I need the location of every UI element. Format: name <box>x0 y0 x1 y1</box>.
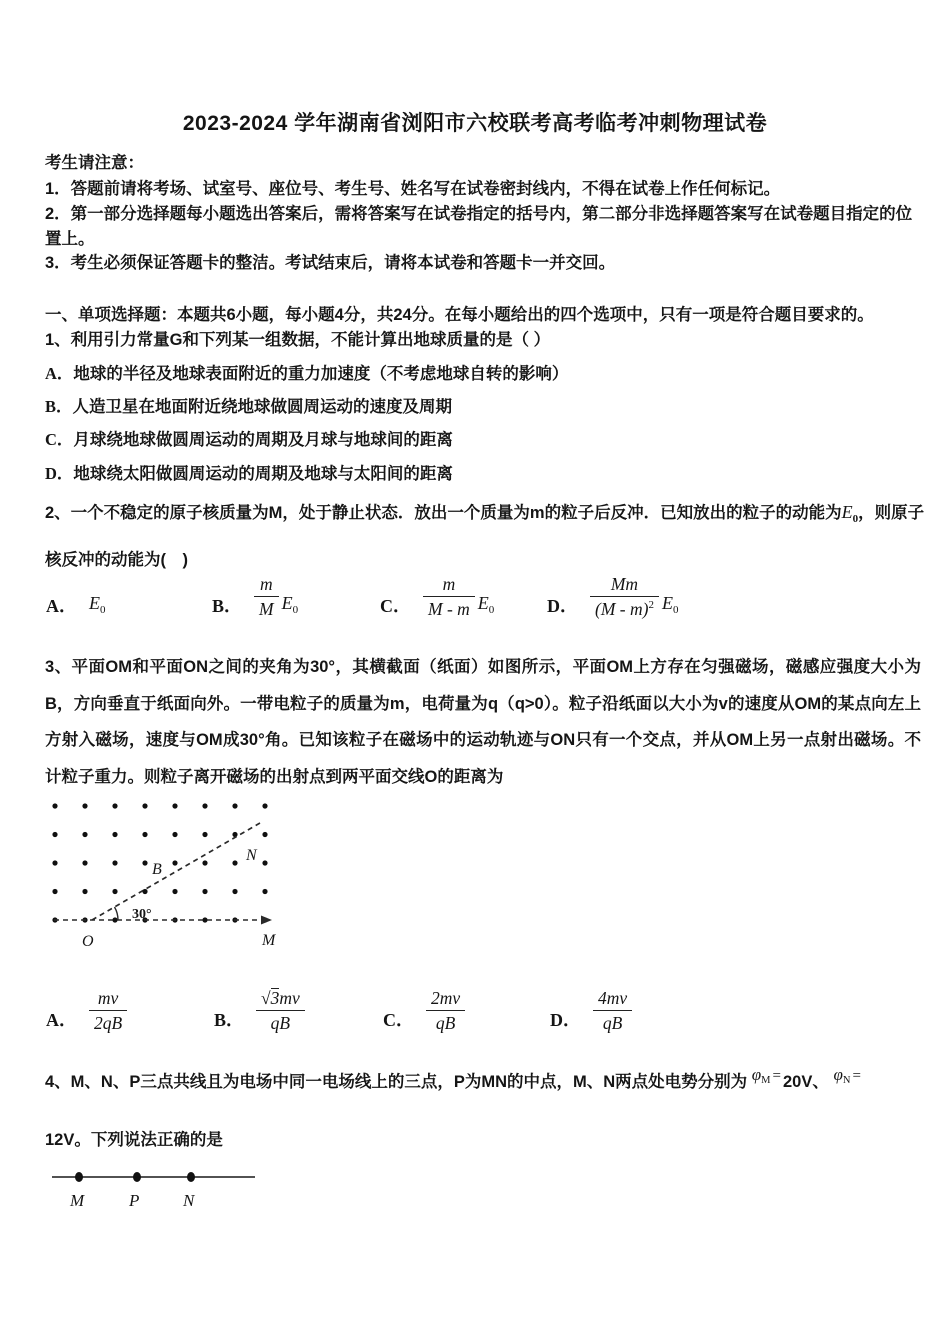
field-dot <box>52 803 57 808</box>
option-text: 月球绕地球做圆周运动的周期及月球与地球间的距离 <box>73 431 453 449</box>
q1-option-a <box>45 361 930 387</box>
label-M: M <box>70 1191 85 1210</box>
equals-sign: = <box>772 1068 781 1084</box>
option-label: C． <box>383 1010 414 1030</box>
label-P: P <box>129 1191 140 1210</box>
field-dot <box>82 889 87 894</box>
section-1-heading: 一、单项选择题：本题共6小题，每小题4分，共24分。在每小题给出的四个选项中，只有一项是符合题目要求的。 <box>45 306 874 324</box>
notice-item: 3．考生必须保证答题卡的整洁。考试结束后，请将本试卷和答题卡一并交回。 <box>45 254 616 272</box>
formula <box>89 593 106 616</box>
label-N: N <box>246 847 257 864</box>
field-dot <box>52 860 57 865</box>
field-dot <box>262 803 267 808</box>
field-dot <box>142 860 147 865</box>
fraction <box>426 987 465 1035</box>
field-dot <box>112 832 117 837</box>
equals-sign: = <box>852 1068 861 1084</box>
fraction-denominator: 2qB <box>89 1010 127 1035</box>
field-dot <box>82 803 87 808</box>
field-dot <box>202 803 207 808</box>
option-label: C． <box>380 596 411 616</box>
figure-magnetic-field <box>48 798 298 958</box>
label-N: N <box>183 1191 195 1210</box>
denominator-base: (M - m) <box>595 599 649 619</box>
q2-option-a <box>46 558 106 636</box>
label-B: B <box>152 861 162 878</box>
fraction <box>593 987 632 1035</box>
fraction-denominator: M <box>254 596 279 621</box>
field-dot <box>112 889 117 894</box>
fraction-numerator <box>256 987 305 1010</box>
q1-option-d <box>45 461 930 487</box>
q2-stem-text-b: ，则原子核反冲的动能为( ) <box>45 504 925 569</box>
option-label: B． <box>45 397 73 416</box>
option-label: D． <box>550 1010 581 1030</box>
field-dot <box>82 860 87 865</box>
q4-stem-text: 4、M、N、P三点共线且为电场中同一电场线上的三点，P为MN的中点，M、N两点处电势分别为 <box>45 1073 748 1091</box>
field-dot <box>202 832 207 837</box>
field-dot <box>112 917 117 922</box>
fraction <box>256 987 305 1035</box>
field-dot <box>232 860 237 865</box>
fraction-numerator: Mm <box>610 574 639 595</box>
option-label: D． <box>547 596 578 616</box>
field-dot <box>262 832 267 837</box>
field-dot <box>142 803 147 808</box>
field-dot <box>142 832 147 837</box>
fraction-numerator: m <box>442 574 456 595</box>
field-dot <box>112 860 117 865</box>
phi-subscript: M <box>761 1075 771 1086</box>
field-dot <box>142 889 147 894</box>
field-dot <box>172 803 177 808</box>
q3-option-c <box>383 972 465 1050</box>
potential-N-formula <box>833 1065 862 1084</box>
field-dot <box>202 860 207 865</box>
option-label: A． <box>45 364 74 383</box>
option-text: 地球绕太阳做圆周运动的周期及地球与太阳间的距离 <box>73 465 453 483</box>
fraction-numerator: 4mv <box>598 988 628 1009</box>
kinetic-energy-symbol: E <box>841 502 853 522</box>
formula-suffix <box>662 593 679 616</box>
fraction-denominator: qB <box>593 1010 632 1035</box>
radical-sign: √ <box>261 988 271 1009</box>
option-text: 地球的半径及地球表面附近的重力加速度（不考虑地球自转的影响） <box>73 365 569 383</box>
phi-symbol: φ <box>833 1065 843 1084</box>
formula-symbol: E <box>661 592 673 613</box>
formula-subscript: 0 <box>100 603 106 616</box>
phi-subscript: N <box>842 1075 851 1086</box>
field-dot <box>262 889 267 894</box>
label-M: M <box>262 932 276 949</box>
angle-label: 30° <box>132 907 152 922</box>
notice-item: 1．答题前请将考场、试室号、座位号、考生号、姓名写在试卷密封线内，不得在试卷上作任何标记。 <box>45 180 781 198</box>
q3-option-a <box>46 972 127 1050</box>
fraction <box>254 573 279 621</box>
point-M <box>75 1172 83 1182</box>
potential-M-value: 20V、 <box>782 1073 829 1091</box>
q2-option-c <box>380 558 494 636</box>
field-dot <box>262 860 267 865</box>
figure-field-line-MPN <box>50 1168 270 1214</box>
plane-ON-line <box>92 823 260 920</box>
fraction-numerator: m <box>259 574 273 595</box>
field-dot <box>172 860 177 865</box>
q3-option-d <box>550 972 632 1050</box>
label-O: O <box>82 933 94 950</box>
field-dot <box>232 832 237 837</box>
potential-M-formula <box>752 1065 783 1084</box>
q2-stem-text-a: 2、一个不稳定的原子核质量为M，处于静止状态．放出一个质量为m的粒子后反冲．已知放出的粒子的动能为 <box>45 504 842 522</box>
notice-heading: 考生请注意： <box>45 154 144 172</box>
field-dot <box>232 803 237 808</box>
notice-item: 2．第一部分选择题每小题选出答案后，需将答案写在试卷指定的括号内，第二部分非选择题答案写在试卷题目指定的位置上。 <box>45 205 913 248</box>
field-dot <box>52 889 57 894</box>
kinetic-energy-subscript: 0 <box>852 513 859 525</box>
field-dot <box>202 889 207 894</box>
field-dot <box>82 832 87 837</box>
q1-option-c <box>45 427 930 453</box>
numerator-rest: mv <box>279 988 300 1009</box>
denominator-exponent: 2 <box>648 599 654 611</box>
option-label: B． <box>212 596 243 616</box>
fraction <box>590 573 659 621</box>
fraction-numerator: 2mv <box>431 988 461 1009</box>
option-label: A． <box>46 1010 77 1030</box>
q2-options-row <box>0 558 950 636</box>
phi-symbol: φ <box>751 1065 762 1084</box>
q2-option-b <box>212 558 298 636</box>
formula-suffix <box>478 593 495 616</box>
formula-suffix <box>282 593 299 616</box>
option-label: A． <box>46 596 77 616</box>
q2-option-d <box>547 558 678 636</box>
arrow-M-icon <box>261 916 272 925</box>
fraction <box>89 987 127 1035</box>
formula-subscript: 0 <box>672 603 679 616</box>
q1-stem: 1、利用引力常量G和下列某一组数据，不能计算出地球质量的是（ ） <box>45 331 551 349</box>
field-dot <box>172 889 177 894</box>
fraction-denominator: qB <box>256 1010 305 1035</box>
page-title: 2023-2024 学年湖南省浏阳市六校联考高考临考冲刺物理试卷 <box>182 112 768 135</box>
q3-options-row <box>0 972 950 1050</box>
q4-stem-line1 <box>45 1065 950 1093</box>
field-dot <box>232 889 237 894</box>
field-dot <box>52 832 57 837</box>
formula-symbol: E <box>477 592 489 613</box>
formula-subscript: 0 <box>488 603 495 616</box>
q4-stem-line2: 12V。下列说法正确的是 <box>45 1131 223 1149</box>
fraction-numerator: mv <box>97 988 119 1009</box>
fraction <box>423 573 475 621</box>
field-dot <box>172 832 177 837</box>
radicand: 3 <box>270 988 280 1009</box>
formula-symbol: E <box>281 592 293 613</box>
option-label: D． <box>45 464 74 483</box>
fraction-denominator: M - m <box>423 596 475 621</box>
option-label: C． <box>45 430 74 449</box>
formula-symbol: E <box>89 592 100 613</box>
q3-option-b <box>214 972 305 1050</box>
point-N <box>187 1172 195 1182</box>
fraction-denominator: qB <box>426 1010 465 1035</box>
field-dot <box>202 917 207 922</box>
formula-subscript: 0 <box>292 603 299 616</box>
fraction-denominator <box>590 596 659 621</box>
option-text: 人造卫星在地面附近绕地球做圆周运动的速度及周期 <box>72 398 453 416</box>
option-label: B． <box>214 1010 245 1030</box>
q3-stem: 3、平面OM和平面ON之间的夹角为30°，其横截面（纸面）如图所示，平面OM上方存在匀强磁场，磁感应强度大小为B，方向垂直于纸面向外。一带电粒子的质量为m，电荷量为q（q>0）。粒子沿纸面以大小为v的速度从OM的某点向左上方射入磁场，速度与OM成30°角。已知该粒子在磁场中的运动轨迹与ON只有一个交点，并从OM上另一点射出磁场。不计粒子重力。则粒子离开磁场的出射点到两平面交线O的距离为 <box>45 658 921 786</box>
field-dot <box>112 803 117 808</box>
q1-option-b <box>45 394 930 420</box>
point-P <box>133 1172 141 1182</box>
